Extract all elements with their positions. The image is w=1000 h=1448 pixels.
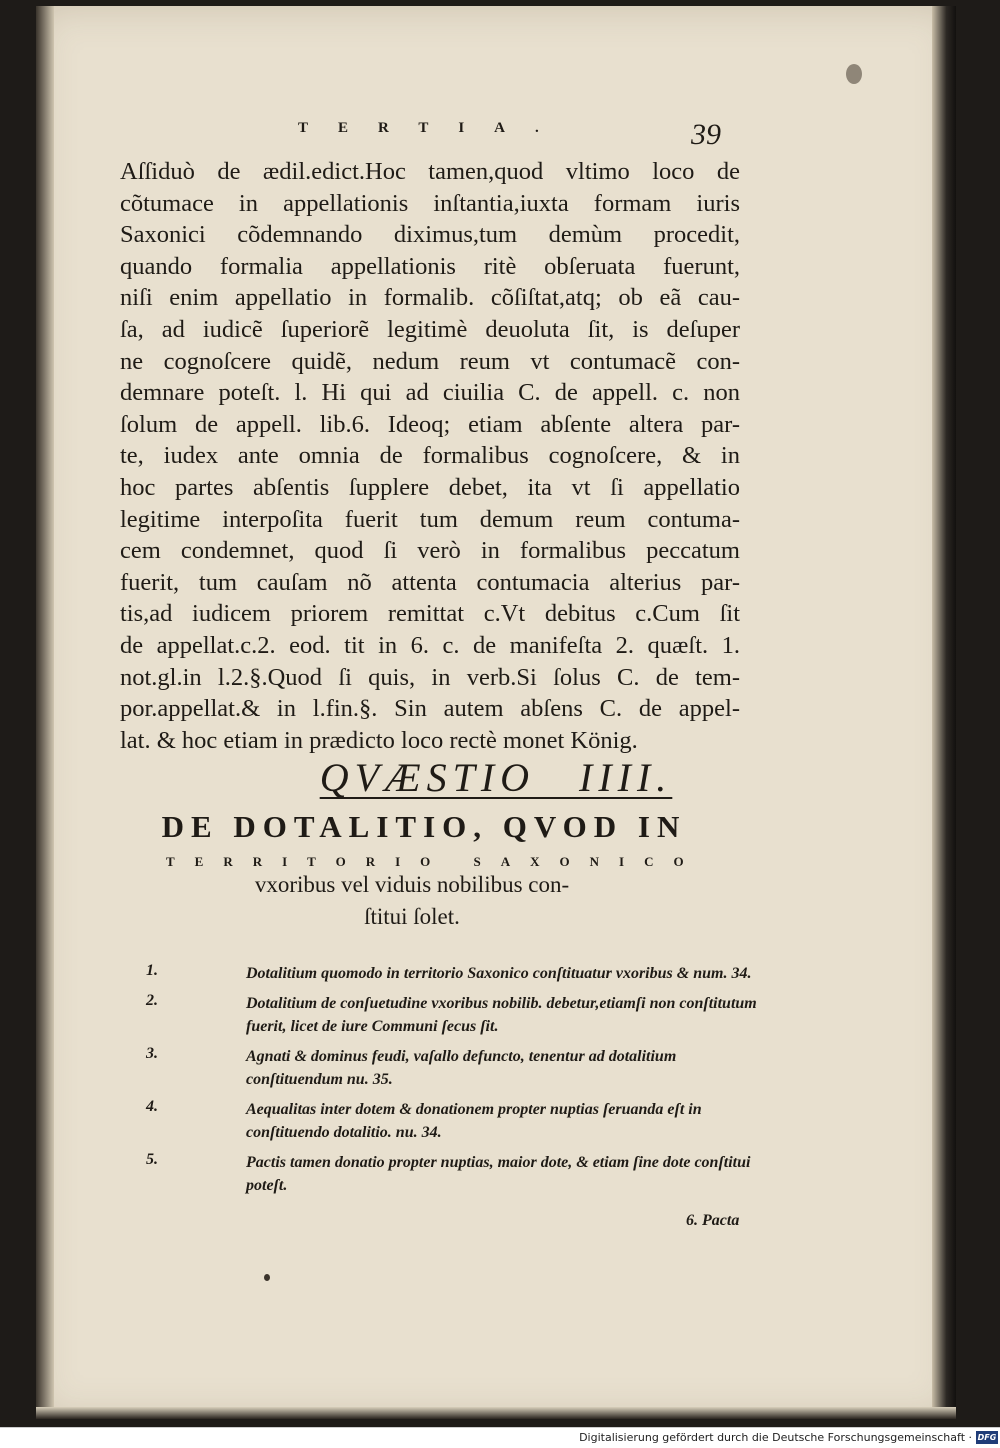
page-number: 39	[691, 118, 721, 151]
body-line: hoc partes abſentis ſupplere debet, ita vt ſi appellatio	[120, 473, 740, 501]
body-text	[120, 156, 740, 756]
ink-dot	[264, 1274, 270, 1281]
summary-text: Agnati & dominus feudi, vaſallo defuncto, tenentur ad dotalitium conſtituendum nu. 35.	[246, 1048, 677, 1088]
book-page	[36, 6, 956, 1419]
footer-bar	[0, 1427, 1000, 1448]
summary-text: Dotalitium de conſuetudine vxoribus nobilib. debetur,etiamſi non conſtitutum fuerit, licet de iure Communi ſecus ſit.	[246, 995, 757, 1035]
body-line: te, iudex ante omnia de formalibus cognoſcere, & in	[120, 442, 740, 470]
running-head: TERTIA.	[298, 120, 569, 136]
body-line: por.appellat.& in l.fin.§. Sin autem abſens C. de appel-	[120, 695, 740, 723]
body-line: ne cognoſcere quidẽ, nedum reum vt contumacẽ con-	[120, 347, 740, 375]
summary-number: 5.	[146, 1151, 158, 1168]
summary-list	[146, 962, 766, 1204]
ink-smudge	[846, 64, 862, 84]
page-bottom-edge	[36, 1407, 956, 1419]
subtitle-line: vxoribus vel viduis nobilibus con-	[254, 872, 570, 897]
question-subtitle-caps: TERRITORIO SAXONICO	[166, 854, 704, 869]
body-line: quando formalia appellationis ritè obſeruata fuerunt,	[120, 252, 740, 280]
summary-item	[146, 1098, 766, 1144]
footer-credit: Digitalisierung gefördert durch die Deutsche Forschungsgemeinschaft ·	[579, 1431, 972, 1444]
summary-number: 1.	[146, 962, 158, 979]
summary-item	[146, 1151, 766, 1197]
body-line: cem condemnet, quod ſi verò in formalibus peccatum	[120, 537, 740, 565]
body-line: ſolum de appell. lib.6. Ideoq; etiam abſente altera par-	[120, 410, 740, 438]
body-line: legitime interpoſita fuerit tum demum reum contuma-	[120, 505, 740, 533]
summary-item	[146, 962, 766, 985]
body-line: tis,ad iudicem priorem remittat c.Vt debitus c.Cum ſit	[120, 600, 740, 628]
page-gutter-shadow	[36, 6, 54, 1419]
summary-number: 4.	[146, 1098, 158, 1115]
dfg-logo-icon[interactable]: DFG	[977, 1433, 997, 1442]
body-line: Aſſiduò de ædil.edict.Hoc tamen,quod vltimo loco de	[120, 158, 740, 185]
summary-text: Pactis tamen donatio propter nuptias, maior dote, & etiam ſine dote conſtitui poteſt.	[246, 1154, 751, 1194]
body-line: niſi enim appellatio in formalib. cõſiſtat,atq; ob eã cau-	[120, 284, 740, 312]
summary-text: Dotalitium quomodo in territorio Saxonico conſtituatur vxoribus & num. 34.	[246, 965, 752, 982]
summary-number: 2.	[146, 992, 158, 1009]
question-subtitle-text	[202, 869, 622, 933]
body-line: de appellat.c.2. eod. tit in 6. c. de manifeſta 2. quæſt. 1.	[120, 631, 740, 659]
body-line: not.gl.in l.2.§.Quod ſi quis, in verb.Si ſolus C. de tem-	[120, 663, 740, 691]
body-line: cõtumace in appellationis inſtantia,iuxta formam iuris	[120, 189, 740, 217]
body-line: Saxonici cõdemnando diximus,tum demùm procedit,	[120, 221, 740, 249]
catchword: 6. Pacta	[686, 1212, 740, 1229]
summary-item	[146, 1045, 766, 1091]
question-title	[36, 754, 956, 801]
summary-number: 3.	[146, 1045, 158, 1062]
summary-text: Aequalitas inter dotem & donationem propter nuptias ſeruanda eſt in conſtituendo dotalitio. nu. 34.	[246, 1101, 702, 1141]
summary-item	[146, 992, 766, 1038]
subtitle-line: ſtitui ſolet.	[364, 904, 460, 929]
page-edge-shadow	[932, 6, 956, 1419]
body-line: fuerit, tum cauſam nõ attenta contumacia alterius par-	[120, 568, 740, 596]
body-line: lat. & hoc etiam in prædicto loco rectè monet König.	[120, 726, 638, 754]
body-line: demnare poteſt. l. Hi qui ad ciuilia C. de appell. c. non	[120, 379, 740, 407]
body-line: ſa, ad iudicẽ ſuperiorẽ legitimè deuoluta ſit, is deſuper	[120, 315, 740, 343]
question-subtitle-main: DE DOTALITIO, QVOD IN	[161, 809, 687, 844]
question-title-text: QVÆSTIO IIII.	[319, 755, 673, 800]
